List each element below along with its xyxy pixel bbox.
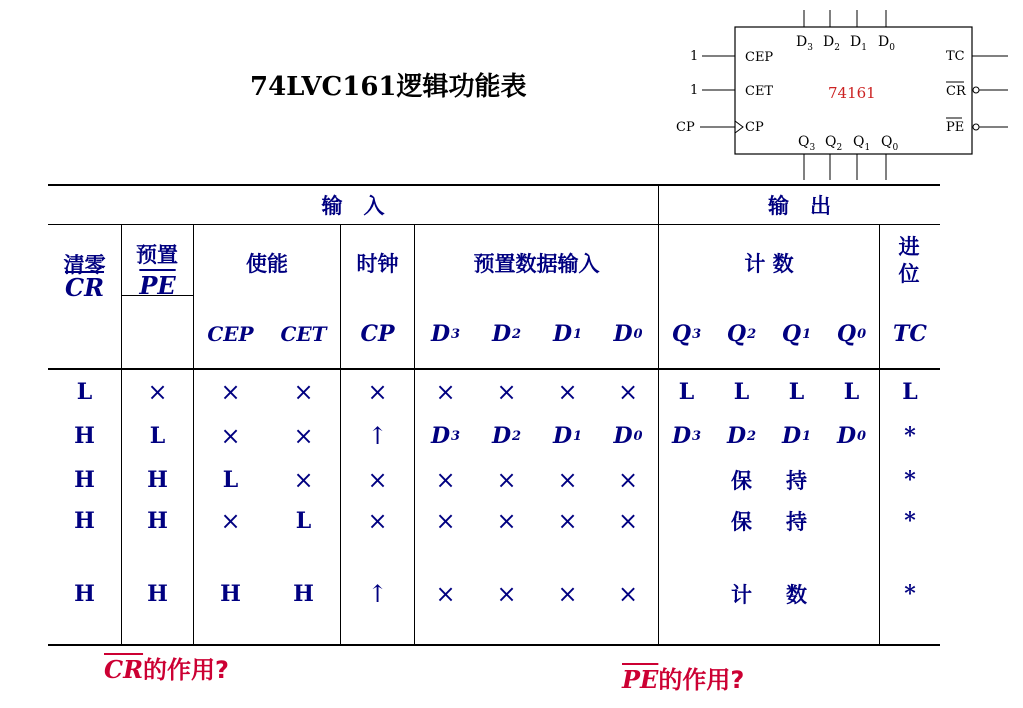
sub-tc: TC [893,321,927,347]
chip-left-input: 1 [690,83,699,98]
chip-right-pin: TC [946,49,965,64]
chip-left-input: CP [676,120,695,135]
chip-74161-diagram [668,0,1023,185]
chip-bottom-pin: $Q_0$ [881,134,899,153]
col-count-label: 计 数 [744,252,794,276]
question-cr: $\overline{CR}$的作用? [104,655,229,684]
col-clear-symbol: $\overline{CR}$ [64,272,105,302]
col-enable-label: 使能 [246,252,288,276]
col-clear-label: 清零 [63,253,106,277]
chip-top-pin: $D_3$ [796,34,813,53]
chip-left-pin: CET [745,84,774,99]
sub-d2: D 2 [491,321,522,347]
sub-d1: D 1 [552,321,583,347]
group-output-header: 输 出 [768,194,831,218]
col-preset-label: 预置 [136,243,178,267]
sub-cp: CP [360,321,395,347]
group-input-header: 输 入 [321,194,385,218]
chip-left-input: 1 [690,49,699,64]
sub-d0: D 0 [613,321,643,347]
chip-right-pin: PE [946,120,965,135]
chip-bottom-pin: $Q_2$ [825,134,843,153]
col-preset-symbol: $\overline{PE}$ [139,270,176,300]
chip-name: 74161 [828,84,876,102]
sub-q3: Q 3 [671,321,702,347]
chip-left-pin: CP [745,120,764,135]
chip-top-pin: $D_2$ [823,34,840,53]
col-carry-label: 进位 [898,235,920,286]
chip-left-pin: CEP [745,50,774,65]
function-table: 输 入 输 出 清零 $\overline{CR}$ 预置 $\overline{PE}$ 使能 时钟 预置数据输入 计 数 进位 CEP CET CP D 3 D 2 D 1 D 0 Q 3 Q 2 Q 1 Q 0 TC L × × × × × × × × L L L L L H L × × ↑ D 3 D 2 D 1 D 0 D 3 D 2 D 1 D 0 * H H L × × × × × × 保 持 * H H × L × × × × × 保 持 * H H H H ↑ × × × × 计 数 * [48,184,940,646]
chip-top-pin: $D_1$ [850,34,867,53]
col-data-label: 预置数据输入 [473,252,600,276]
sub-d3: D 3 [430,321,461,347]
sub-cep: CEP [207,322,254,346]
sub-cet: CET [280,322,327,346]
sub-q2: Q 2 [726,321,757,347]
col-clock-label: 时钟 [356,252,399,276]
sub-q1: Q 1 [781,321,812,347]
sub-q0: Q 0 [836,321,867,347]
chip-bottom-pin: $Q_3$ [798,134,816,153]
chip-right-pin: CR [946,84,966,99]
question-pe: $\overline{PE}$的作用? [622,665,745,694]
chip-top-pin: $D_0$ [878,34,895,53]
page-title: 74LVC161逻辑功能表 [250,72,527,102]
chip-bottom-pin: $Q_1$ [853,134,871,153]
